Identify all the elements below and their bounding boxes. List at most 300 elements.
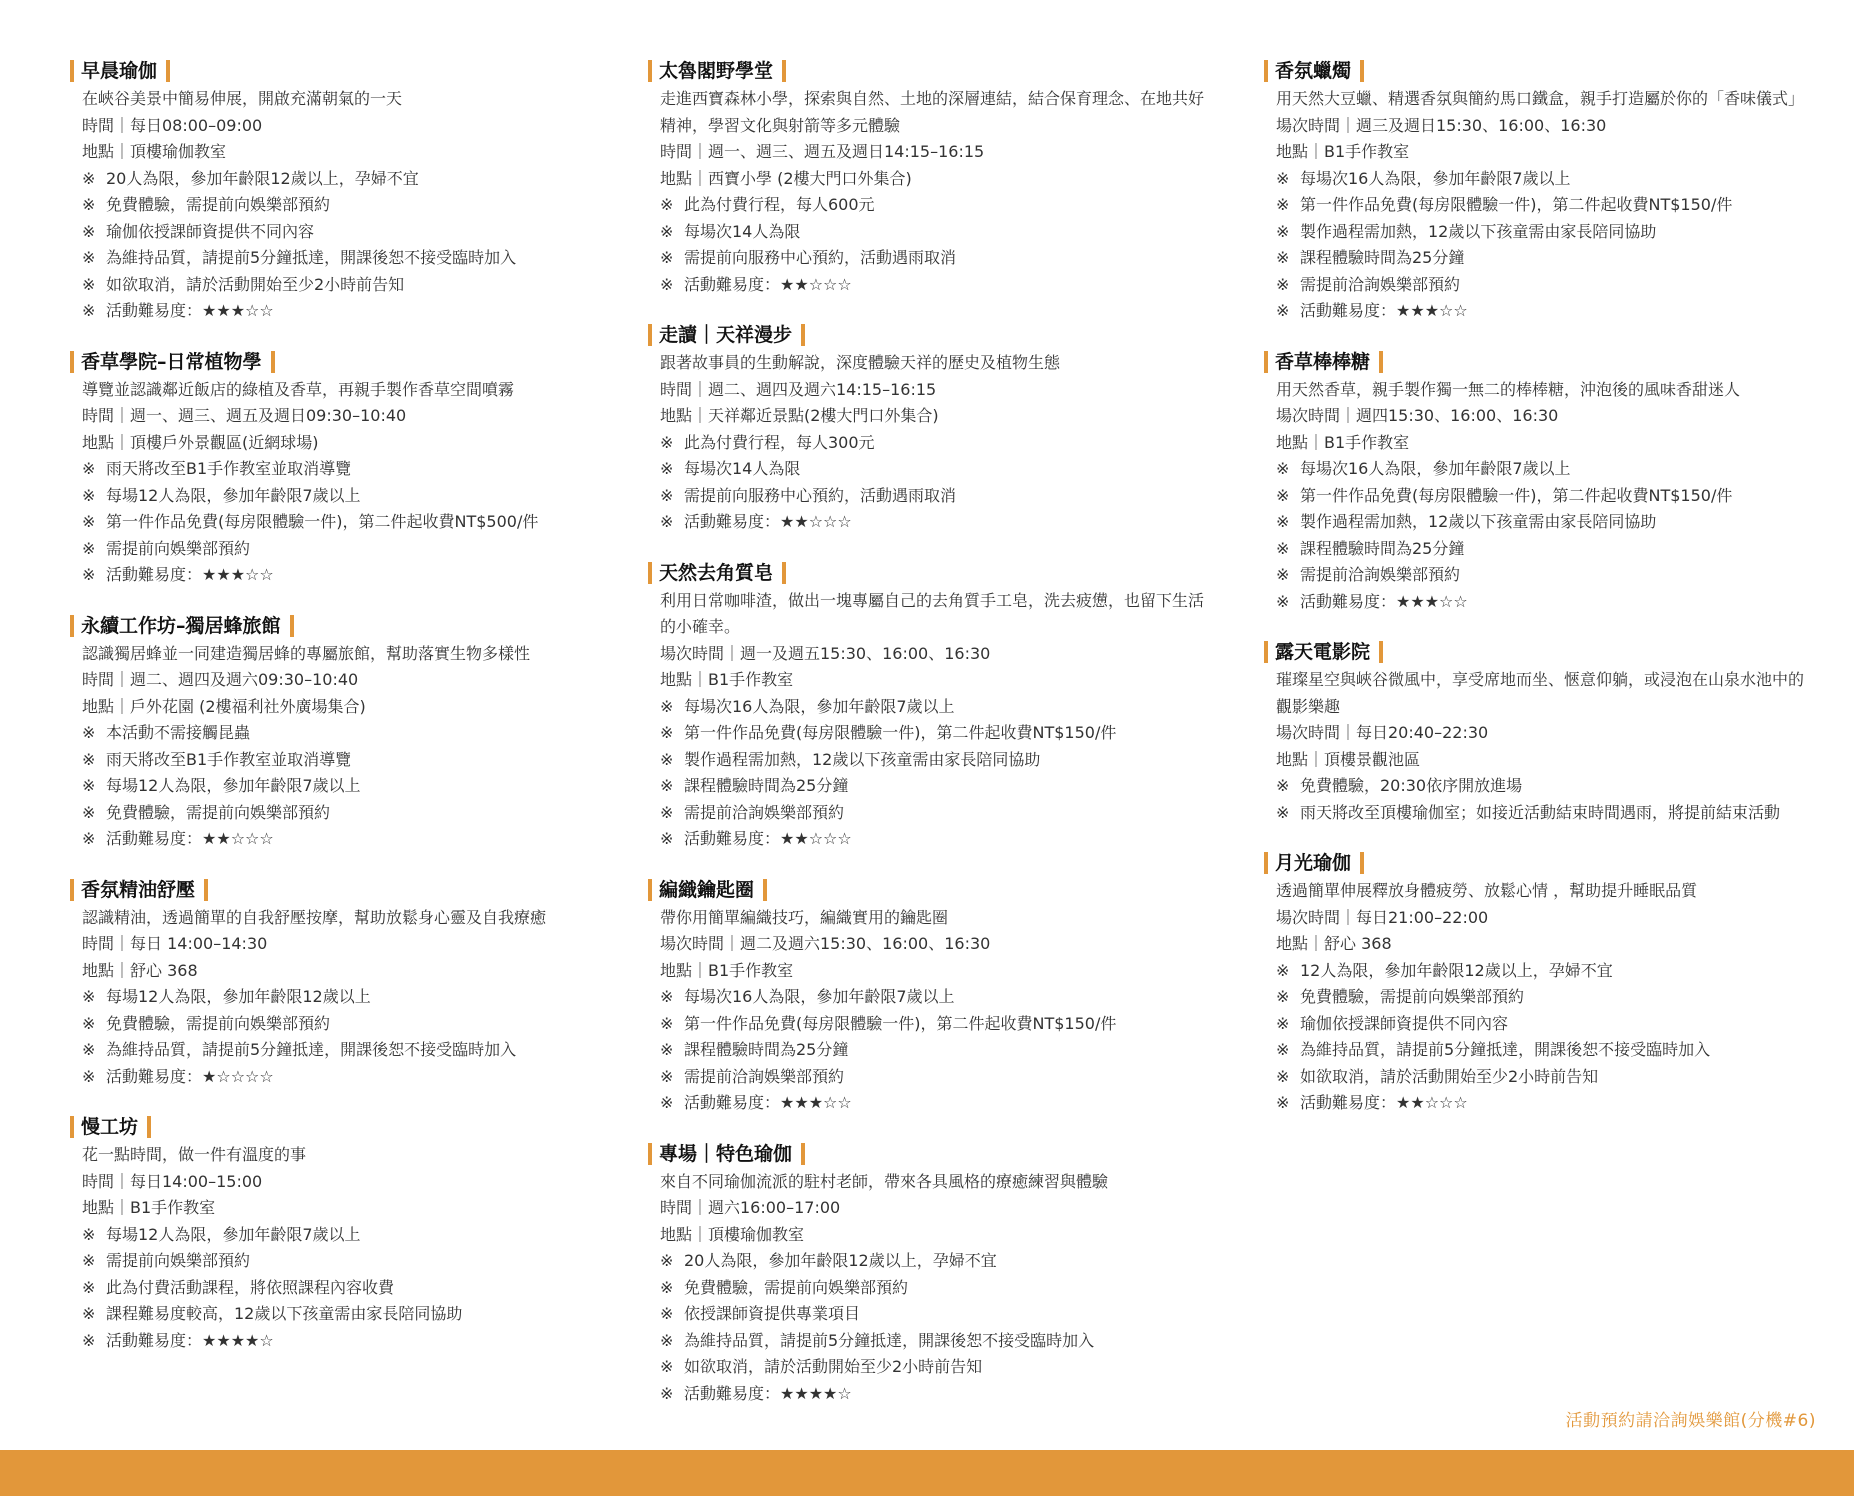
note-mark: ※ — [1276, 248, 1290, 267]
note-text: 活動難易度：★★☆☆☆ — [684, 274, 852, 294]
activity-description: 用天然大豆蠟、精選香氛與簡約馬口鐵盒，親手打造屬於你的「香味儀式」 — [1276, 89, 1805, 108]
note-mark: ※ — [82, 274, 96, 294]
note-text: 活動難易度：★★☆☆☆ — [106, 829, 274, 848]
note-mark: ※ — [82, 512, 96, 531]
note-mark: ※ — [660, 195, 674, 214]
note-mark: ※ — [1276, 591, 1290, 611]
note-mark: ※ — [660, 1040, 674, 1059]
activity-note — [648, 245, 1208, 272]
activity-note — [70, 272, 610, 299]
activity-title-text: 編織鑰匙圈 — [659, 878, 755, 901]
title-accent-bar — [70, 615, 74, 637]
activity-title — [70, 613, 294, 639]
activity-note — [70, 720, 610, 747]
note-text: 本活動不需接觸昆蟲 — [106, 723, 251, 742]
note-mark: ※ — [82, 538, 96, 558]
note-text: 第一件作品免費(每房限體驗一件)，第二件起收費NT$150/件 — [684, 723, 1117, 742]
note-text: 課程體驗時間為25分鐘 — [1300, 248, 1465, 267]
activity-title-text: 慢工坊 — [81, 1116, 139, 1138]
note-text: 免費體驗，需提前向娛樂部預約 — [684, 1277, 909, 1297]
activity-note — [1264, 1037, 1804, 1064]
activity-note — [648, 1248, 1208, 1275]
note-mark: ※ — [1276, 1066, 1290, 1086]
title-accent-bar — [1360, 60, 1364, 82]
note-text: 活動難易度：★★★☆☆ — [106, 565, 274, 584]
note-text: 活動難易度：★★★★☆ — [106, 1330, 274, 1350]
note-mark: ※ — [1276, 776, 1290, 795]
note-mark: ※ — [660, 1330, 674, 1350]
note-text: 此為付費行程，每人300元 — [684, 432, 875, 452]
activity-note — [648, 826, 1208, 853]
column-middle — [648, 58, 1208, 1431]
activity-note — [70, 166, 610, 193]
title-accent-bar — [1264, 641, 1268, 663]
activity-title — [648, 1141, 805, 1167]
note-text: 需提前向娛樂部預約 — [106, 1251, 251, 1270]
title-accent-bar — [1379, 641, 1383, 663]
activity-note — [648, 1064, 1208, 1091]
activity-location: 地點｜B1手作教室 — [660, 670, 794, 689]
note-mark: ※ — [82, 1224, 96, 1244]
title-accent-bar — [147, 1116, 151, 1138]
note-text: 此為付費活動課程，將依照課程內容收費 — [106, 1277, 395, 1297]
note-text: 免費體驗，20:30依序開放進場 — [1300, 776, 1523, 795]
title-accent-bar — [204, 879, 208, 901]
activity-note — [1264, 1064, 1804, 1091]
activity-time: 時間｜週二、週四及週六09:30–10:40 — [82, 670, 359, 689]
activity-note — [70, 773, 610, 800]
note-text: 活動難易度：★★☆☆☆ — [684, 829, 852, 848]
activity-description: 帶你用簡單編織技巧，編織實用的鑰匙圈 — [660, 907, 949, 927]
note-mark: ※ — [660, 221, 674, 241]
title-accent-bar — [1360, 852, 1364, 874]
note-mark: ※ — [82, 1277, 96, 1297]
activity-note — [70, 1275, 610, 1302]
note-mark: ※ — [82, 1330, 96, 1350]
activity-note — [70, 245, 610, 272]
column-left — [70, 58, 610, 1378]
activity-note — [70, 1064, 610, 1091]
note-mark: ※ — [82, 1251, 96, 1270]
note-text: 為維持品質，請提前5分鐘抵達，開課後恕不接受臨時加入 — [106, 248, 517, 267]
activity-note — [648, 984, 1208, 1011]
note-text: 課程體驗時間為25分鐘 — [684, 776, 849, 795]
note-text: 20人為限，參加年齡限12歲以上，孕婦不宜 — [106, 168, 419, 188]
note-mark: ※ — [1276, 987, 1290, 1006]
activity-note — [1264, 589, 1804, 616]
activity-title-text: 太魯閣野學堂 — [659, 60, 774, 82]
footer-band — [0, 1450, 1854, 1496]
activity-section — [648, 1141, 1208, 1408]
title-accent-bar — [648, 1143, 652, 1165]
activity-title-text: 香草棒棒糖 — [1275, 350, 1371, 373]
column-right — [1264, 58, 1804, 1141]
title-accent-bar — [801, 1143, 805, 1165]
note-mark: ※ — [660, 723, 674, 742]
activity-title-text: 專場｜特色瑜伽 — [659, 1142, 793, 1165]
note-text: 活動難易度：★☆☆☆☆ — [106, 1066, 274, 1086]
note-text: 為維持品質，請提前5分鐘抵達，開課後恕不接受臨時加入 — [684, 1330, 1095, 1350]
activity-note — [70, 1037, 610, 1064]
note-text: 課程體驗時間為25分鐘 — [1300, 538, 1465, 558]
activity-note — [648, 509, 1208, 536]
note-text: 免費體驗，需提前向娛樂部預約 — [1300, 987, 1525, 1006]
note-text: 雨天將改至頂樓瑜伽室；如接近活動結束時間遇雨，將提前結束活動 — [1300, 802, 1781, 822]
note-mark: ※ — [82, 802, 96, 822]
activity-note — [70, 456, 610, 483]
activity-note — [1264, 1090, 1804, 1117]
note-mark: ※ — [82, 485, 96, 505]
note-mark: ※ — [82, 195, 96, 214]
activity-location: 地點｜天祥鄰近景點(2樓大門口外集合) — [660, 406, 939, 425]
title-accent-bar — [1264, 351, 1268, 373]
note-text: 活動難易度：★★★★☆ — [684, 1383, 852, 1403]
note-mark: ※ — [82, 723, 96, 742]
note-text: 此為付費行程，每人600元 — [684, 195, 875, 214]
note-text: 雨天將改至B1手作教室並取消導覽 — [106, 749, 352, 769]
activity-description: 在峽谷美景中簡易伸展，開啟充滿朝氣的一天 — [82, 89, 403, 108]
activity-note — [648, 192, 1208, 219]
activity-note — [1264, 219, 1804, 246]
activity-description: 花一點時間，做一件有溫度的事 — [82, 1145, 307, 1164]
note-mark: ※ — [82, 1040, 96, 1059]
title-accent-bar — [648, 324, 652, 346]
note-text: 免費體驗，需提前向娛樂部預約 — [106, 195, 331, 214]
activity-section — [70, 613, 610, 853]
activity-location: 地點｜戶外花園 (2樓福利社外廣場集合) — [82, 696, 366, 716]
note-mark: ※ — [82, 1304, 96, 1323]
title-accent-bar — [782, 562, 786, 584]
activity-title-text: 香氛精油舒壓 — [81, 878, 196, 901]
note-text: 製作過程需加熱，12歲以下孩童需由家長陪同協助 — [1300, 221, 1657, 241]
activity-note — [1264, 773, 1804, 800]
activity-note — [70, 192, 610, 219]
note-text: 需提前洽詢娛樂部預約 — [1300, 565, 1461, 584]
activity-location: 地點｜舒心 368 — [82, 960, 198, 980]
note-mark: ※ — [660, 1277, 674, 1297]
note-text: 如欲取消，請於活動開始至少2小時前告知 — [106, 274, 405, 294]
note-mark: ※ — [660, 1357, 674, 1376]
activity-time: 場次時間｜週二及週六15:30、16:00、16:30 — [660, 934, 991, 953]
note-mark: ※ — [1276, 512, 1290, 531]
activity-title — [70, 349, 275, 375]
activity-note — [1264, 483, 1804, 510]
activity-note — [70, 1222, 610, 1249]
activity-note — [648, 720, 1208, 747]
activity-section — [1264, 349, 1804, 616]
activity-note — [70, 219, 610, 246]
activity-description: 利用日常咖啡渣，做出一塊專屬自己的去角質手工皂，洗去疲憊，也留下生活的小確幸。 — [660, 590, 1205, 636]
note-mark: ※ — [82, 565, 96, 584]
activity-location: 地點｜B1手作教室 — [1276, 142, 1410, 161]
activity-note — [1264, 456, 1804, 483]
activity-title — [648, 322, 805, 348]
note-mark: ※ — [660, 512, 674, 531]
activity-note — [1264, 192, 1804, 219]
note-mark: ※ — [1276, 1013, 1290, 1033]
note-mark: ※ — [660, 274, 674, 294]
activity-note — [1264, 562, 1804, 589]
note-mark: ※ — [1276, 459, 1290, 478]
activity-note — [648, 1037, 1208, 1064]
activity-note — [648, 1354, 1208, 1381]
note-mark: ※ — [660, 1066, 674, 1086]
title-accent-bar — [70, 1116, 74, 1138]
note-mark: ※ — [1276, 221, 1290, 241]
activity-note — [648, 1090, 1208, 1117]
activity-note — [70, 562, 610, 589]
activity-note — [648, 272, 1208, 299]
note-text: 依授課師資提供專業項目 — [684, 1304, 861, 1323]
note-text: 課程難易度較高，12歲以下孩童需由家長陪同協助 — [106, 1304, 463, 1323]
activity-title — [1264, 349, 1383, 375]
note-text: 每場12人為限，參加年齡限12歲以上 — [106, 987, 371, 1006]
note-text: 活動難易度：★★★☆☆ — [1300, 301, 1468, 320]
note-mark: ※ — [82, 221, 96, 241]
note-mark: ※ — [82, 301, 96, 320]
activity-title-text: 走讀｜天祥漫步 — [659, 324, 793, 346]
activity-location: 地點｜頂樓景觀池區 — [1276, 749, 1421, 769]
note-mark: ※ — [1276, 195, 1290, 214]
note-text: 需提前向服務中心預約，活動遇雨取消 — [684, 248, 957, 267]
activity-description: 認識獨居蜂並一同建造獨居蜂的專屬旅館，幫助落實生物多樣性 — [82, 643, 531, 663]
activity-note — [648, 1301, 1208, 1328]
note-mark: ※ — [1276, 802, 1290, 822]
activity-note — [1264, 1011, 1804, 1038]
activity-title-text: 永續工作坊–獨居蜂旅館 — [81, 614, 281, 637]
activity-note — [648, 694, 1208, 721]
activity-note — [648, 1011, 1208, 1038]
note-text: 每場次14人為限 — [684, 221, 801, 241]
activity-title — [1264, 850, 1364, 876]
note-text: 每場次16人為限，參加年齡限7歲以上 — [684, 696, 955, 716]
note-mark: ※ — [82, 1013, 96, 1033]
activity-note — [648, 1381, 1208, 1408]
activity-time: 場次時間｜每日21:00–22:00 — [1276, 907, 1489, 927]
activity-title — [648, 877, 767, 903]
note-text: 每場12人為限，參加年齡限7歲以上 — [106, 485, 361, 505]
activity-description: 跟著故事員的生動解說，深度體驗天祥的歷史及植物生態 — [660, 353, 1061, 372]
activity-location: 地點｜B1手作教室 — [82, 1198, 216, 1217]
activity-note — [70, 800, 610, 827]
activity-note — [1264, 298, 1804, 325]
note-mark: ※ — [82, 749, 96, 769]
title-accent-bar — [763, 879, 767, 901]
note-mark: ※ — [660, 459, 674, 478]
note-text: 每場12人為限，參加年齡限7歲以上 — [106, 776, 361, 795]
note-mark: ※ — [82, 168, 96, 188]
note-mark: ※ — [660, 1383, 674, 1403]
title-accent-bar — [648, 879, 652, 901]
activity-note — [70, 747, 610, 774]
activity-time: 時間｜週一、週三、週五及週日09:30–10:40 — [82, 406, 407, 425]
note-text: 每場次14人為限 — [684, 459, 801, 478]
note-text: 活動難易度：★★★☆☆ — [1300, 591, 1468, 611]
activity-note — [1264, 800, 1804, 827]
note-text: 第一件作品免費(每房限體驗一件)，第二件起收費NT$150/件 — [684, 1013, 1117, 1033]
title-accent-bar — [648, 562, 652, 584]
note-mark: ※ — [660, 1304, 674, 1323]
activity-time: 場次時間｜週三及週日15:30、16:00、16:30 — [1276, 115, 1607, 135]
activity-note — [648, 456, 1208, 483]
note-mark: ※ — [660, 432, 674, 452]
title-accent-bar — [70, 879, 74, 901]
activity-title — [1264, 639, 1383, 665]
activity-note — [648, 1328, 1208, 1355]
note-mark: ※ — [660, 829, 674, 848]
note-text: 需提前洽詢娛樂部預約 — [684, 802, 845, 822]
activity-time: 場次時間｜週四15:30、16:00、16:30 — [1276, 406, 1559, 425]
activity-description: 來自不同瑜伽流派的駐村老師，帶來各具風格的療癒練習與體驗 — [660, 1171, 1109, 1191]
activity-description: 透過簡單伸展釋放身體疲勞、放鬆心情 ，幫助提升睡眠品質 — [1276, 881, 1698, 900]
note-mark: ※ — [660, 248, 674, 267]
note-text: 免費體驗，需提前向娛樂部預約 — [106, 802, 331, 822]
activity-note — [648, 773, 1208, 800]
activity-location: 地點｜頂樓戶外景觀區(近網球場) — [82, 432, 319, 452]
activity-section — [648, 322, 1208, 536]
activity-title-text: 香氛蠟燭 — [1275, 60, 1352, 82]
note-text: 瑜伽依授課師資提供不同內容 — [1300, 1013, 1509, 1033]
note-text: 活動難易度：★★★☆☆ — [106, 301, 274, 320]
activity-note — [648, 1275, 1208, 1302]
note-mark: ※ — [1276, 1093, 1290, 1112]
note-text: 每場12人為限，參加年齡限7歲以上 — [106, 1224, 361, 1244]
activity-title-text: 月光瑜伽 — [1275, 852, 1352, 874]
activity-location: 地點｜B1手作教室 — [660, 960, 794, 980]
note-mark: ※ — [1276, 1040, 1290, 1059]
activity-section — [70, 877, 610, 1091]
note-mark: ※ — [82, 776, 96, 795]
note-mark: ※ — [82, 248, 96, 267]
note-text: 製作過程需加熱，12歲以下孩童需由家長陪同協助 — [684, 749, 1041, 769]
note-mark: ※ — [82, 1066, 96, 1086]
note-mark: ※ — [82, 459, 96, 478]
activity-section — [70, 1114, 610, 1354]
note-text: 需提前洽詢娛樂部預約 — [684, 1066, 845, 1086]
activity-note — [70, 826, 610, 853]
activity-section — [648, 58, 1208, 298]
activity-location: 地點｜西寶小學 (2樓大門口外集合) — [660, 168, 912, 188]
note-text: 需提前向娛樂部預約 — [106, 538, 251, 558]
note-mark: ※ — [82, 987, 96, 1006]
activity-time: 時間｜每日08:00–09:00 — [82, 115, 263, 135]
activity-note — [1264, 984, 1804, 1011]
note-text: 每場次16人為限，參加年齡限7歲以上 — [1300, 459, 1571, 478]
activity-note — [70, 509, 610, 536]
note-text: 活動難易度：★★☆☆☆ — [1300, 1093, 1468, 1112]
note-text: 20人為限，參加年齡限12歲以上，孕婦不宜 — [684, 1251, 997, 1270]
note-text: 為維持品質，請提前5分鐘抵達，開課後恕不接受臨時加入 — [106, 1040, 517, 1059]
activity-section — [1264, 58, 1804, 325]
activity-section — [1264, 850, 1804, 1117]
note-mark: ※ — [1276, 485, 1290, 505]
title-accent-bar — [166, 60, 170, 82]
activity-time: 場次時間｜每日20:40–22:30 — [1276, 723, 1489, 742]
activity-location: 地點｜舒心 368 — [1276, 934, 1392, 953]
activity-note — [1264, 245, 1804, 272]
activity-time: 時間｜週六16:00–17:00 — [660, 1198, 841, 1217]
note-mark: ※ — [1276, 538, 1290, 558]
activity-time: 場次時間｜週一及週五15:30、16:00、16:30 — [660, 643, 991, 663]
activity-title — [70, 1114, 151, 1140]
activity-description: 認識精油，透過簡單的自我舒壓按摩，幫助放鬆身心靈及自我療癒 — [82, 907, 547, 927]
activity-time: 時間｜每日14:00–15:00 — [82, 1171, 263, 1191]
activity-title — [70, 58, 170, 84]
activity-note — [648, 747, 1208, 774]
note-text: 製作過程需加熱，12歲以下孩童需由家長陪同協助 — [1300, 512, 1657, 531]
activity-note — [1264, 958, 1804, 985]
activity-title-text: 天然去角質皂 — [659, 561, 774, 584]
title-accent-bar — [801, 324, 805, 346]
note-mark: ※ — [82, 829, 96, 848]
activity-note — [648, 483, 1208, 510]
note-mark: ※ — [660, 987, 674, 1006]
title-accent-bar — [70, 60, 74, 82]
title-accent-bar — [782, 60, 786, 82]
note-mark: ※ — [660, 1251, 674, 1270]
activity-note — [70, 1248, 610, 1275]
activity-note — [1264, 509, 1804, 536]
activity-time: 時間｜週二、週四及週六14:15–16:15 — [660, 379, 937, 399]
activity-note — [70, 536, 610, 563]
activity-note — [1264, 536, 1804, 563]
activity-note — [648, 430, 1208, 457]
activity-location: 地點｜頂樓瑜伽教室 — [82, 142, 227, 161]
activity-note — [648, 219, 1208, 246]
note-text: 為維持品質，請提前5分鐘抵達，開課後恕不接受臨時加入 — [1300, 1040, 1711, 1059]
activity-location: 地點｜B1手作教室 — [1276, 432, 1410, 452]
activity-description: 導覽並認識鄰近飯店的綠植及香草，再親手製作香草空間噴霧 — [82, 379, 515, 399]
note-text: 12人為限，參加年齡限12歲以上，孕婦不宜 — [1300, 960, 1613, 980]
note-text: 如欲取消，請於活動開始至少2小時前告知 — [1300, 1066, 1599, 1086]
activity-title — [1264, 58, 1364, 84]
note-text: 活動難易度：★★☆☆☆ — [684, 512, 852, 531]
note-mark: ※ — [660, 1013, 674, 1033]
title-accent-bar — [1264, 852, 1268, 874]
note-mark: ※ — [1276, 168, 1290, 188]
activity-note — [70, 483, 610, 510]
note-mark: ※ — [660, 776, 674, 795]
note-text: 瑜伽依授課師資提供不同內容 — [106, 221, 315, 241]
note-text: 第一件作品免費(每房限體驗一件)，第二件起收費NT$150/件 — [1300, 195, 1733, 214]
note-text: 第一件作品免費(每房限體驗一件)，第二件起收費NT$150/件 — [1300, 485, 1733, 505]
activity-time: 時間｜每日 14:00–14:30 — [82, 934, 268, 953]
title-accent-bar — [648, 60, 652, 82]
activity-note — [1264, 272, 1804, 299]
reservation-note: 活動預約請洽詢娛樂館(分機#6) — [1565, 1411, 1816, 1431]
title-accent-bar — [271, 351, 275, 373]
activity-time: 時間｜週一、週三、週五及週日14:15–16:15 — [660, 142, 985, 161]
activity-note — [70, 1328, 610, 1355]
note-mark: ※ — [660, 485, 674, 505]
note-text: 雨天將改至B1手作教室並取消導覽 — [106, 459, 352, 478]
note-mark: ※ — [660, 749, 674, 769]
activity-note — [70, 1301, 610, 1328]
note-mark: ※ — [660, 1093, 674, 1112]
activity-section — [70, 349, 610, 589]
activity-section — [648, 560, 1208, 853]
note-text: 免費體驗，需提前向娛樂部預約 — [106, 1013, 331, 1033]
note-text: 課程體驗時間為25分鐘 — [684, 1040, 849, 1059]
activity-title-text: 露天電影院 — [1275, 641, 1371, 663]
title-accent-bar — [1264, 60, 1268, 82]
activity-note — [648, 800, 1208, 827]
note-mark: ※ — [1276, 565, 1290, 584]
note-mark: ※ — [660, 696, 674, 716]
title-accent-bar — [70, 351, 74, 373]
activity-note — [70, 984, 610, 1011]
activity-title — [648, 560, 786, 586]
